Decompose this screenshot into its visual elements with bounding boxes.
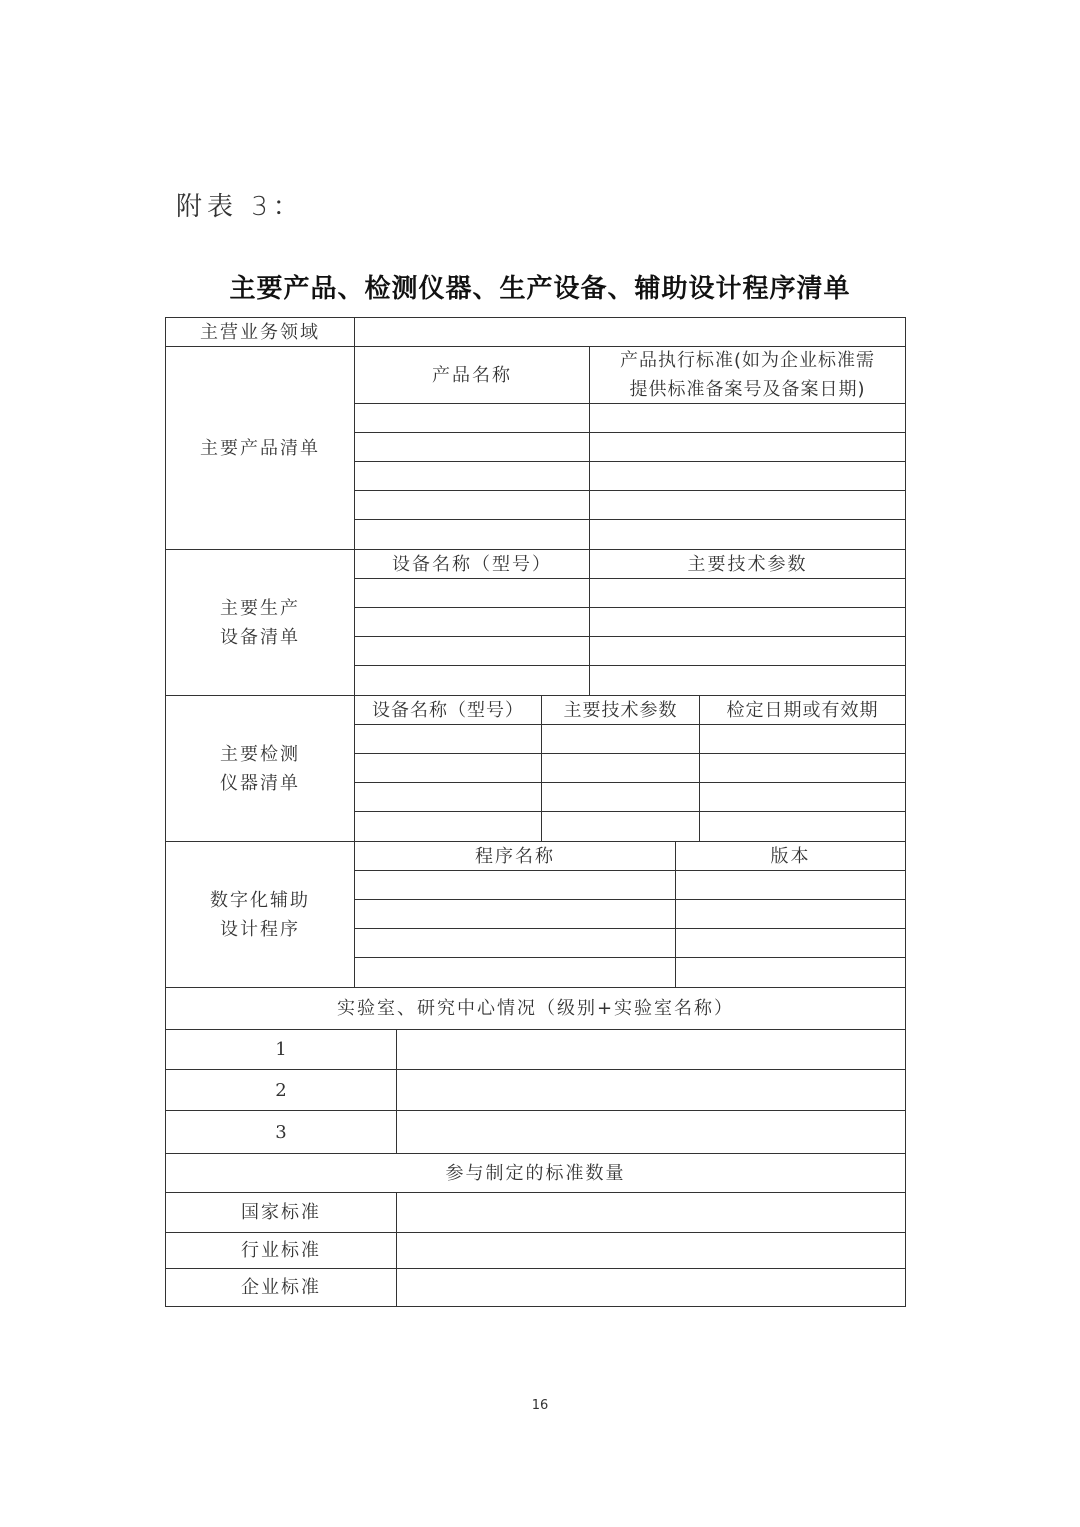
label-column-divider — [396, 1192, 397, 1307]
design-software-label-line2: 设计程序 — [220, 918, 300, 940]
testing-instruments-label-line1: 主要检测 — [220, 743, 300, 765]
standards-row-label: 行业标准 — [241, 1240, 321, 1261]
row-divider — [354, 461, 906, 462]
production-equipment-label — [166, 550, 354, 695]
standards-row-label: 企业标准 — [241, 1277, 321, 1298]
instrument-name-header: 设备名称（型号） — [372, 699, 524, 721]
row-divider — [354, 957, 906, 958]
business-domain-value[interactable] — [355, 318, 905, 346]
attachment-label: 附表 3： — [176, 192, 304, 222]
row-divider — [354, 490, 906, 491]
production-equipment-label-line2: 设备清单 — [220, 626, 300, 648]
row-divider — [354, 607, 906, 608]
label-column-divider — [354, 317, 355, 988]
instrument-date-header: 检定日期或有效期 — [726, 699, 879, 721]
lab-row-number: 1 — [275, 1039, 287, 1060]
production-equipment-name-header: 设备名称（型号） — [392, 553, 552, 575]
row-divider — [354, 928, 906, 929]
product-standard-header — [590, 347, 905, 403]
lab-row-number: 2 — [275, 1079, 287, 1101]
page-number: 16 — [531, 1398, 549, 1413]
document-title: 主要产品、检测仪器、生产设备、辅助设计程序清单 — [229, 274, 851, 304]
product-name-header: 产品名称 — [432, 364, 512, 386]
program-name-header: 程序名称 — [475, 845, 555, 867]
testing-instruments-label — [166, 696, 354, 841]
table-border-bottom — [165, 1306, 906, 1307]
row-divider — [354, 636, 906, 637]
testing-instruments-label-line2: 仪器清单 — [220, 772, 300, 794]
row-divider — [354, 665, 906, 666]
design-software-label-line1: 数字化辅助 — [210, 889, 310, 911]
label-column-divider — [396, 1029, 397, 1154]
production-equipment-label-line1: 主要生产 — [220, 597, 300, 619]
row-divider — [354, 782, 906, 783]
row-divider — [354, 811, 906, 812]
design-software-label — [166, 842, 354, 987]
lab-row-number: 3 — [275, 1121, 287, 1143]
standards-header: 参与制定的标准数量 — [445, 1162, 626, 1184]
row-divider — [354, 753, 906, 754]
labs-header: 实验室、研究中心情况（级别+实验室名称） — [336, 998, 735, 1019]
standards-row-label: 国家标准 — [241, 1202, 321, 1223]
row-divider — [354, 870, 906, 871]
production-equipment-params-header: 主要技术参数 — [687, 553, 808, 575]
business-domain-label: 主营业务领域 — [200, 321, 320, 343]
products-section-label: 主要产品清单 — [200, 437, 320, 459]
row-divider — [354, 899, 906, 900]
program-version-header: 版本 — [770, 845, 811, 867]
instrument-params-header: 主要技术参数 — [563, 699, 678, 721]
product-standard-header-line2: 提供标准备案号及备案日期) — [629, 379, 866, 400]
row-divider — [354, 519, 906, 520]
table-border-right — [905, 317, 906, 1307]
product-standard-header-line1: 产品执行标准(如为企业标准需 — [619, 350, 876, 371]
row-divider — [354, 432, 906, 433]
